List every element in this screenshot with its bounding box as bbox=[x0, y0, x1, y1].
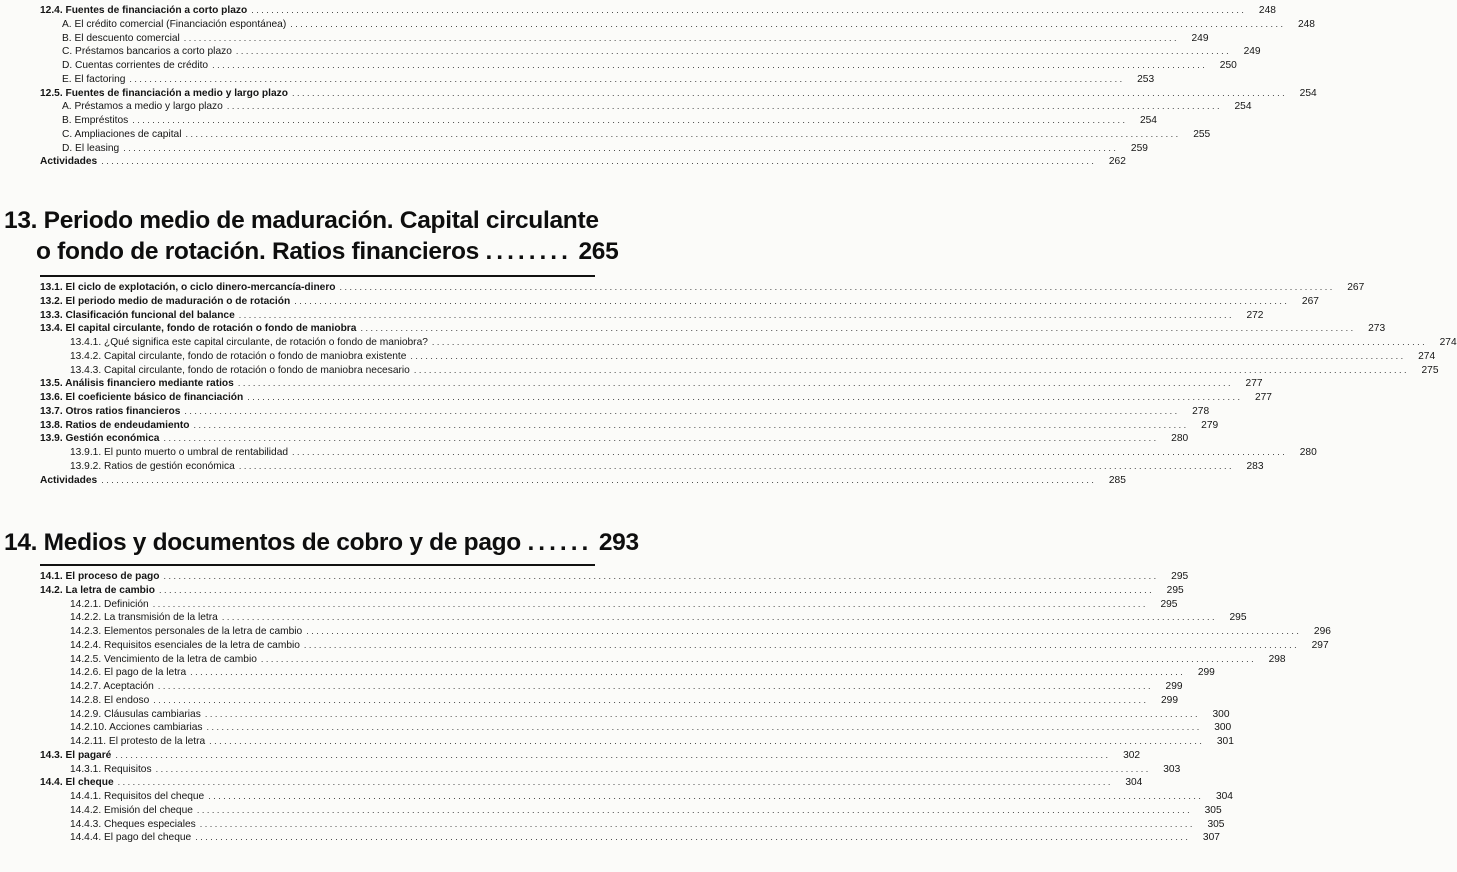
toc-entry bbox=[70, 597, 1178, 611]
toc-entry-page: 278 bbox=[1192, 405, 1210, 417]
toc-entry-title: B. El descuento comercial bbox=[62, 32, 180, 44]
toc-entry-page: 299 bbox=[1165, 681, 1183, 692]
toc-entry-title: 13.4. El capital circulante, fondo de rotación o fondo de maniobra bbox=[40, 323, 357, 335]
toc-entry-title: 12.5. Fuentes de financiación a medio y largo plazo bbox=[40, 87, 288, 99]
toc-entry-page: 283 bbox=[1246, 460, 1264, 472]
toc-leader-dots bbox=[123, 141, 1116, 155]
toc-leader-dots bbox=[153, 597, 1146, 611]
toc-entry bbox=[62, 58, 1237, 72]
toc-entry bbox=[40, 321, 1386, 335]
toc-entry bbox=[40, 775, 1143, 789]
toc-entry-title: 14.2.7. Aceptación bbox=[70, 681, 154, 692]
toc-leader-dots bbox=[184, 31, 1177, 45]
toc-entry bbox=[40, 390, 1272, 404]
toc-leader-dots bbox=[207, 720, 1200, 734]
toc-entry bbox=[70, 720, 1232, 734]
toc-entry bbox=[62, 99, 1252, 113]
toc-entry bbox=[70, 734, 1234, 748]
toc-entry-page: 300 bbox=[1214, 722, 1232, 734]
toc-entry-page: 280 bbox=[1171, 433, 1189, 445]
toc-entry-title: 13.4.1. ¿Qué significa este capital circulante, de rotación o fondo de maniobra? bbox=[70, 337, 428, 348]
toc-entry-title: 13.4.3. Capital circulante, fondo de rotación o fondo de maniobra necesario bbox=[70, 364, 410, 376]
toc-entry bbox=[62, 113, 1157, 127]
toc-entry bbox=[70, 638, 1329, 652]
chapter-13-page: 265 bbox=[578, 238, 619, 265]
toc-entry-page: 274 bbox=[1418, 350, 1436, 362]
toc-entry-page: 299 bbox=[1197, 667, 1215, 679]
toc-entry-title: 14.2.9. Cláusulas cambiarias bbox=[70, 708, 201, 720]
toc-entry-title: 14.2.11. El protesto de la letra bbox=[70, 736, 206, 747]
toc-entry-page: 295 bbox=[1166, 584, 1184, 596]
toc-leader-dots bbox=[209, 734, 1202, 748]
toc-leader-dots bbox=[129, 72, 1122, 86]
toc-entry bbox=[62, 31, 1209, 45]
toc-leader-dots bbox=[340, 280, 1333, 294]
toc-entry bbox=[70, 624, 1331, 638]
toc-entry bbox=[40, 583, 1184, 597]
toc-leader-dots bbox=[115, 748, 1108, 762]
toc-leader-dots bbox=[205, 707, 1198, 721]
chapter-13-title-text1: 13. Periodo medio de maduración. Capital circulante bbox=[4, 207, 599, 234]
toc-entry-title: 14.4. El cheque bbox=[40, 777, 114, 789]
toc-leader-dots bbox=[261, 652, 1254, 666]
toc-leader-dots bbox=[222, 610, 1215, 624]
toc-entry-page: 297 bbox=[1311, 639, 1329, 651]
toc-entry bbox=[40, 748, 1141, 762]
toc-entry-title: 13.6. El coeficiente básico de financiación bbox=[40, 392, 244, 403]
toc-entry bbox=[70, 762, 1181, 776]
toc-entry-title: A. Préstamos a medio y largo plazo bbox=[62, 101, 223, 113]
toc-entry bbox=[70, 830, 1220, 844]
chapter-13-leader: ........ bbox=[485, 238, 572, 265]
toc-leader-dots bbox=[193, 418, 1186, 432]
toc-entry-title: A. El crédito comercial (Financiación espontánea) bbox=[62, 18, 287, 30]
toc-leader-dots bbox=[360, 321, 1353, 335]
toc-entry bbox=[40, 154, 1126, 168]
toc-entry-page: 250 bbox=[1219, 60, 1237, 71]
toc-entry-page: 305 bbox=[1204, 804, 1222, 816]
toc-entry-title: E. El factoring bbox=[62, 73, 126, 85]
toc-entry-title: 14.3.1. Requisitos bbox=[70, 763, 152, 775]
toc-entry-title: 14.1. El proceso de pago bbox=[40, 571, 160, 582]
toc-leader-dots bbox=[239, 459, 1232, 473]
toc-leader-dots bbox=[197, 803, 1190, 817]
toc-entry-page: 267 bbox=[1301, 295, 1319, 307]
toc-entry-title: 14.2.2. La transmisión de la letra bbox=[70, 612, 218, 624]
toc-entry bbox=[70, 707, 1230, 721]
toc-leader-dots bbox=[432, 335, 1425, 349]
toc-entry bbox=[70, 363, 1439, 377]
toc-entry bbox=[40, 431, 1189, 445]
toc-entry bbox=[40, 473, 1126, 487]
toc-leader-dots bbox=[184, 404, 1177, 418]
toc-entry bbox=[40, 3, 1276, 17]
toc-leader-dots bbox=[101, 154, 1094, 168]
toc-leader-dots bbox=[410, 349, 1403, 363]
toc-entry bbox=[70, 445, 1317, 459]
toc-entry-page: 253 bbox=[1137, 73, 1155, 85]
toc-entry-title: 13.5. Análisis financiero mediante ratios bbox=[40, 378, 234, 390]
toc-entry-page: 304 bbox=[1215, 791, 1233, 802]
toc-leader-dots bbox=[292, 445, 1285, 459]
toc-entry-page: 295 bbox=[1171, 571, 1189, 582]
toc-entry-page: 259 bbox=[1130, 142, 1148, 154]
toc-leader-dots bbox=[190, 665, 1183, 679]
toc-leader-dots bbox=[227, 99, 1220, 113]
toc-entry bbox=[40, 308, 1264, 322]
toc-entry-title: Actividades bbox=[40, 156, 98, 168]
toc-entry-title: 14.2. La letra de cambio bbox=[40, 584, 155, 596]
toc-entry bbox=[62, 141, 1148, 155]
chapter-13-title-text2: o fondo de rotación. Ratios financieros bbox=[36, 238, 479, 265]
chapter-14-title bbox=[4, 528, 639, 558]
toc-entry-page: 277 bbox=[1254, 392, 1272, 403]
toc-leader-dots bbox=[414, 363, 1407, 377]
toc-entry-page: 254 bbox=[1299, 87, 1317, 99]
toc-leader-dots bbox=[195, 830, 1188, 844]
toc-leader-dots bbox=[185, 127, 1178, 141]
toc-entry-title: 13.8. Ratios de endeudamiento bbox=[40, 419, 190, 431]
toc-entry bbox=[40, 418, 1219, 432]
toc-entry bbox=[70, 610, 1247, 624]
chapter-14-title-text: 14. Medios y documentos de cobro y de pago bbox=[4, 529, 521, 556]
toc-entry-title: 12.4. Fuentes de financiación a corto plazo bbox=[40, 5, 248, 16]
toc-entry bbox=[70, 693, 1178, 707]
toc-entry-title: 14.4.4. El pago del cheque bbox=[70, 832, 192, 844]
toc-entry bbox=[40, 376, 1263, 390]
toc-entry-page: 296 bbox=[1313, 626, 1331, 637]
toc-leader-dots bbox=[200, 817, 1193, 831]
toc-entry-page: 249 bbox=[1191, 32, 1209, 44]
toc-entry-page: 275 bbox=[1421, 364, 1439, 376]
toc-entry-page: 272 bbox=[1246, 309, 1264, 321]
toc-entry bbox=[62, 17, 1315, 31]
toc-entry-title: 14.2.10. Acciones cambiarias bbox=[70, 722, 203, 734]
toc-entry-title: 13.2. El periodo medio de maduración o de rotación bbox=[40, 295, 291, 307]
toc-leader-dots bbox=[304, 638, 1297, 652]
toc-entry-title: 14.2.8. El endoso bbox=[70, 694, 150, 706]
chapter-13-title-line1 bbox=[4, 206, 599, 236]
toc-entry-title: 13.4.2. Capital circulante, fondo de rotación o fondo de maniobra existente bbox=[70, 350, 407, 362]
chapter-14-page: 293 bbox=[598, 529, 639, 556]
toc-entry-page: 301 bbox=[1216, 736, 1234, 747]
toc-entry bbox=[70, 803, 1222, 817]
toc-leader-dots bbox=[208, 789, 1201, 803]
toc-entry bbox=[70, 665, 1215, 679]
toc-entry bbox=[40, 569, 1189, 583]
toc-leader-dots bbox=[159, 583, 1152, 597]
toc-entry-page: 302 bbox=[1123, 749, 1141, 761]
toc-entry-page: 267 bbox=[1347, 282, 1365, 293]
toc-entry-page: 255 bbox=[1193, 128, 1211, 140]
toc-entry-title: 14.4.2. Emisión del cheque bbox=[70, 804, 193, 816]
toc-entry-page: 274 bbox=[1439, 337, 1457, 348]
toc-entry-title: 13.9. Gestión económica bbox=[40, 433, 160, 445]
toc-entry-page: 279 bbox=[1201, 419, 1219, 431]
toc-entry-title: 13.1. El ciclo de explotación, o ciclo dinero-mercancía-dinero bbox=[40, 282, 336, 293]
toc-entry-title: 13.7. Otros ratios financieros bbox=[40, 405, 181, 417]
toc-leader-dots bbox=[236, 44, 1229, 58]
toc-leader-dots bbox=[158, 679, 1151, 693]
toc-leader-dots bbox=[247, 390, 1240, 404]
toc-entry-page: 299 bbox=[1161, 694, 1178, 706]
toc-entry bbox=[70, 789, 1233, 803]
toc-leader-dots bbox=[238, 376, 1231, 390]
toc-entry-title: 14.3. El pagaré bbox=[40, 749, 112, 761]
toc-entry bbox=[70, 652, 1286, 666]
toc-entry-page: 248 bbox=[1297, 18, 1315, 30]
toc-entry-title: 14.2.4. Requisitos esenciales de la letra de cambio bbox=[70, 639, 300, 651]
toc-leader-dots bbox=[239, 308, 1232, 322]
toc-entry-page: 300 bbox=[1212, 708, 1230, 720]
toc-entry-title: Actividades bbox=[40, 474, 98, 486]
toc-entry-title: B. Empréstitos bbox=[62, 115, 129, 126]
toc-entry bbox=[70, 335, 1457, 349]
toc-entry bbox=[40, 294, 1319, 308]
toc-entry-title: 14.2.1. Definición bbox=[70, 598, 149, 610]
toc-entry-title: C. Préstamos bancarios a corto plazo bbox=[62, 46, 232, 58]
toc-entry-page: 249 bbox=[1243, 46, 1261, 58]
toc-entry-page: 285 bbox=[1108, 474, 1126, 486]
toc-entry bbox=[62, 72, 1155, 86]
toc-entry-page: 298 bbox=[1268, 653, 1286, 665]
toc-leader-dots bbox=[294, 294, 1287, 308]
toc-entry-page: 262 bbox=[1108, 156, 1126, 168]
toc-leader-dots bbox=[132, 113, 1125, 127]
chapter-14-leader: ...... bbox=[527, 529, 593, 556]
toc-entry-page: 273 bbox=[1368, 323, 1386, 335]
toc-entry-page: 280 bbox=[1299, 447, 1317, 458]
toc-entry-title: 14.2.5. Vencimiento de la letra de cambio bbox=[70, 653, 257, 665]
toc-entry-title: 14.4.3. Cheques especiales bbox=[70, 818, 196, 830]
toc-entry bbox=[70, 459, 1264, 473]
toc-leader-dots bbox=[156, 762, 1149, 776]
toc-leader-dots bbox=[212, 58, 1205, 72]
toc-entry-title: 14.4.1. Requisitos del cheque bbox=[70, 791, 205, 802]
toc-leader-dots bbox=[251, 3, 1244, 17]
toc-leader-dots bbox=[101, 473, 1094, 487]
toc-entry-title: 14.2.3. Elementos personales de la letra de cambio bbox=[70, 626, 303, 637]
toc-entry-title: 13.9.1. El punto muerto o umbral de rentabilidad bbox=[70, 447, 289, 458]
chapter-13-rule bbox=[40, 275, 595, 277]
toc-entry-page: 304 bbox=[1125, 777, 1143, 789]
toc-entry-page: 295 bbox=[1229, 612, 1247, 624]
toc-entry-title: 14.2.6. El pago de la letra bbox=[70, 667, 187, 679]
toc-entry-page: 248 bbox=[1258, 5, 1276, 16]
toc-leader-dots bbox=[292, 86, 1285, 100]
toc-entry-title: D. El leasing bbox=[62, 142, 120, 154]
toc-entry-page: 307 bbox=[1202, 832, 1220, 844]
toc-entry-page: 295 bbox=[1160, 598, 1178, 610]
toc-entry-page: 254 bbox=[1234, 101, 1252, 113]
toc-entry-title: 13.9.2. Ratios de gestión económica bbox=[70, 460, 235, 472]
toc-leader-dots bbox=[306, 624, 1299, 638]
toc-entry-title: D. Cuentas corrientes de crédito bbox=[62, 60, 209, 71]
toc-entry bbox=[40, 404, 1210, 418]
toc-entry bbox=[62, 44, 1261, 58]
toc-entry bbox=[70, 817, 1225, 831]
toc-leader-dots bbox=[118, 775, 1111, 789]
toc-entry bbox=[70, 349, 1436, 363]
toc-entry-title: 13.3. Clasificación funcional del balance bbox=[40, 309, 235, 321]
toc-leader-dots bbox=[290, 17, 1283, 31]
toc-entry bbox=[62, 127, 1211, 141]
toc-entry-title: C. Ampliaciones de capital bbox=[62, 128, 182, 140]
toc-entry bbox=[40, 280, 1365, 294]
toc-entry-page: 254 bbox=[1139, 115, 1157, 126]
toc-leader-dots bbox=[163, 569, 1156, 583]
chapter-13-title-line2 bbox=[36, 237, 618, 267]
toc-entry-page: 305 bbox=[1207, 818, 1225, 830]
toc-leader-dots bbox=[153, 693, 1146, 707]
toc-leader-dots bbox=[163, 431, 1156, 445]
chapter-14-rule bbox=[40, 564, 595, 566]
toc-entry bbox=[70, 679, 1183, 693]
toc-entry-page: 277 bbox=[1245, 378, 1263, 390]
toc-entry bbox=[40, 86, 1317, 100]
toc-entry-page: 303 bbox=[1163, 763, 1181, 775]
